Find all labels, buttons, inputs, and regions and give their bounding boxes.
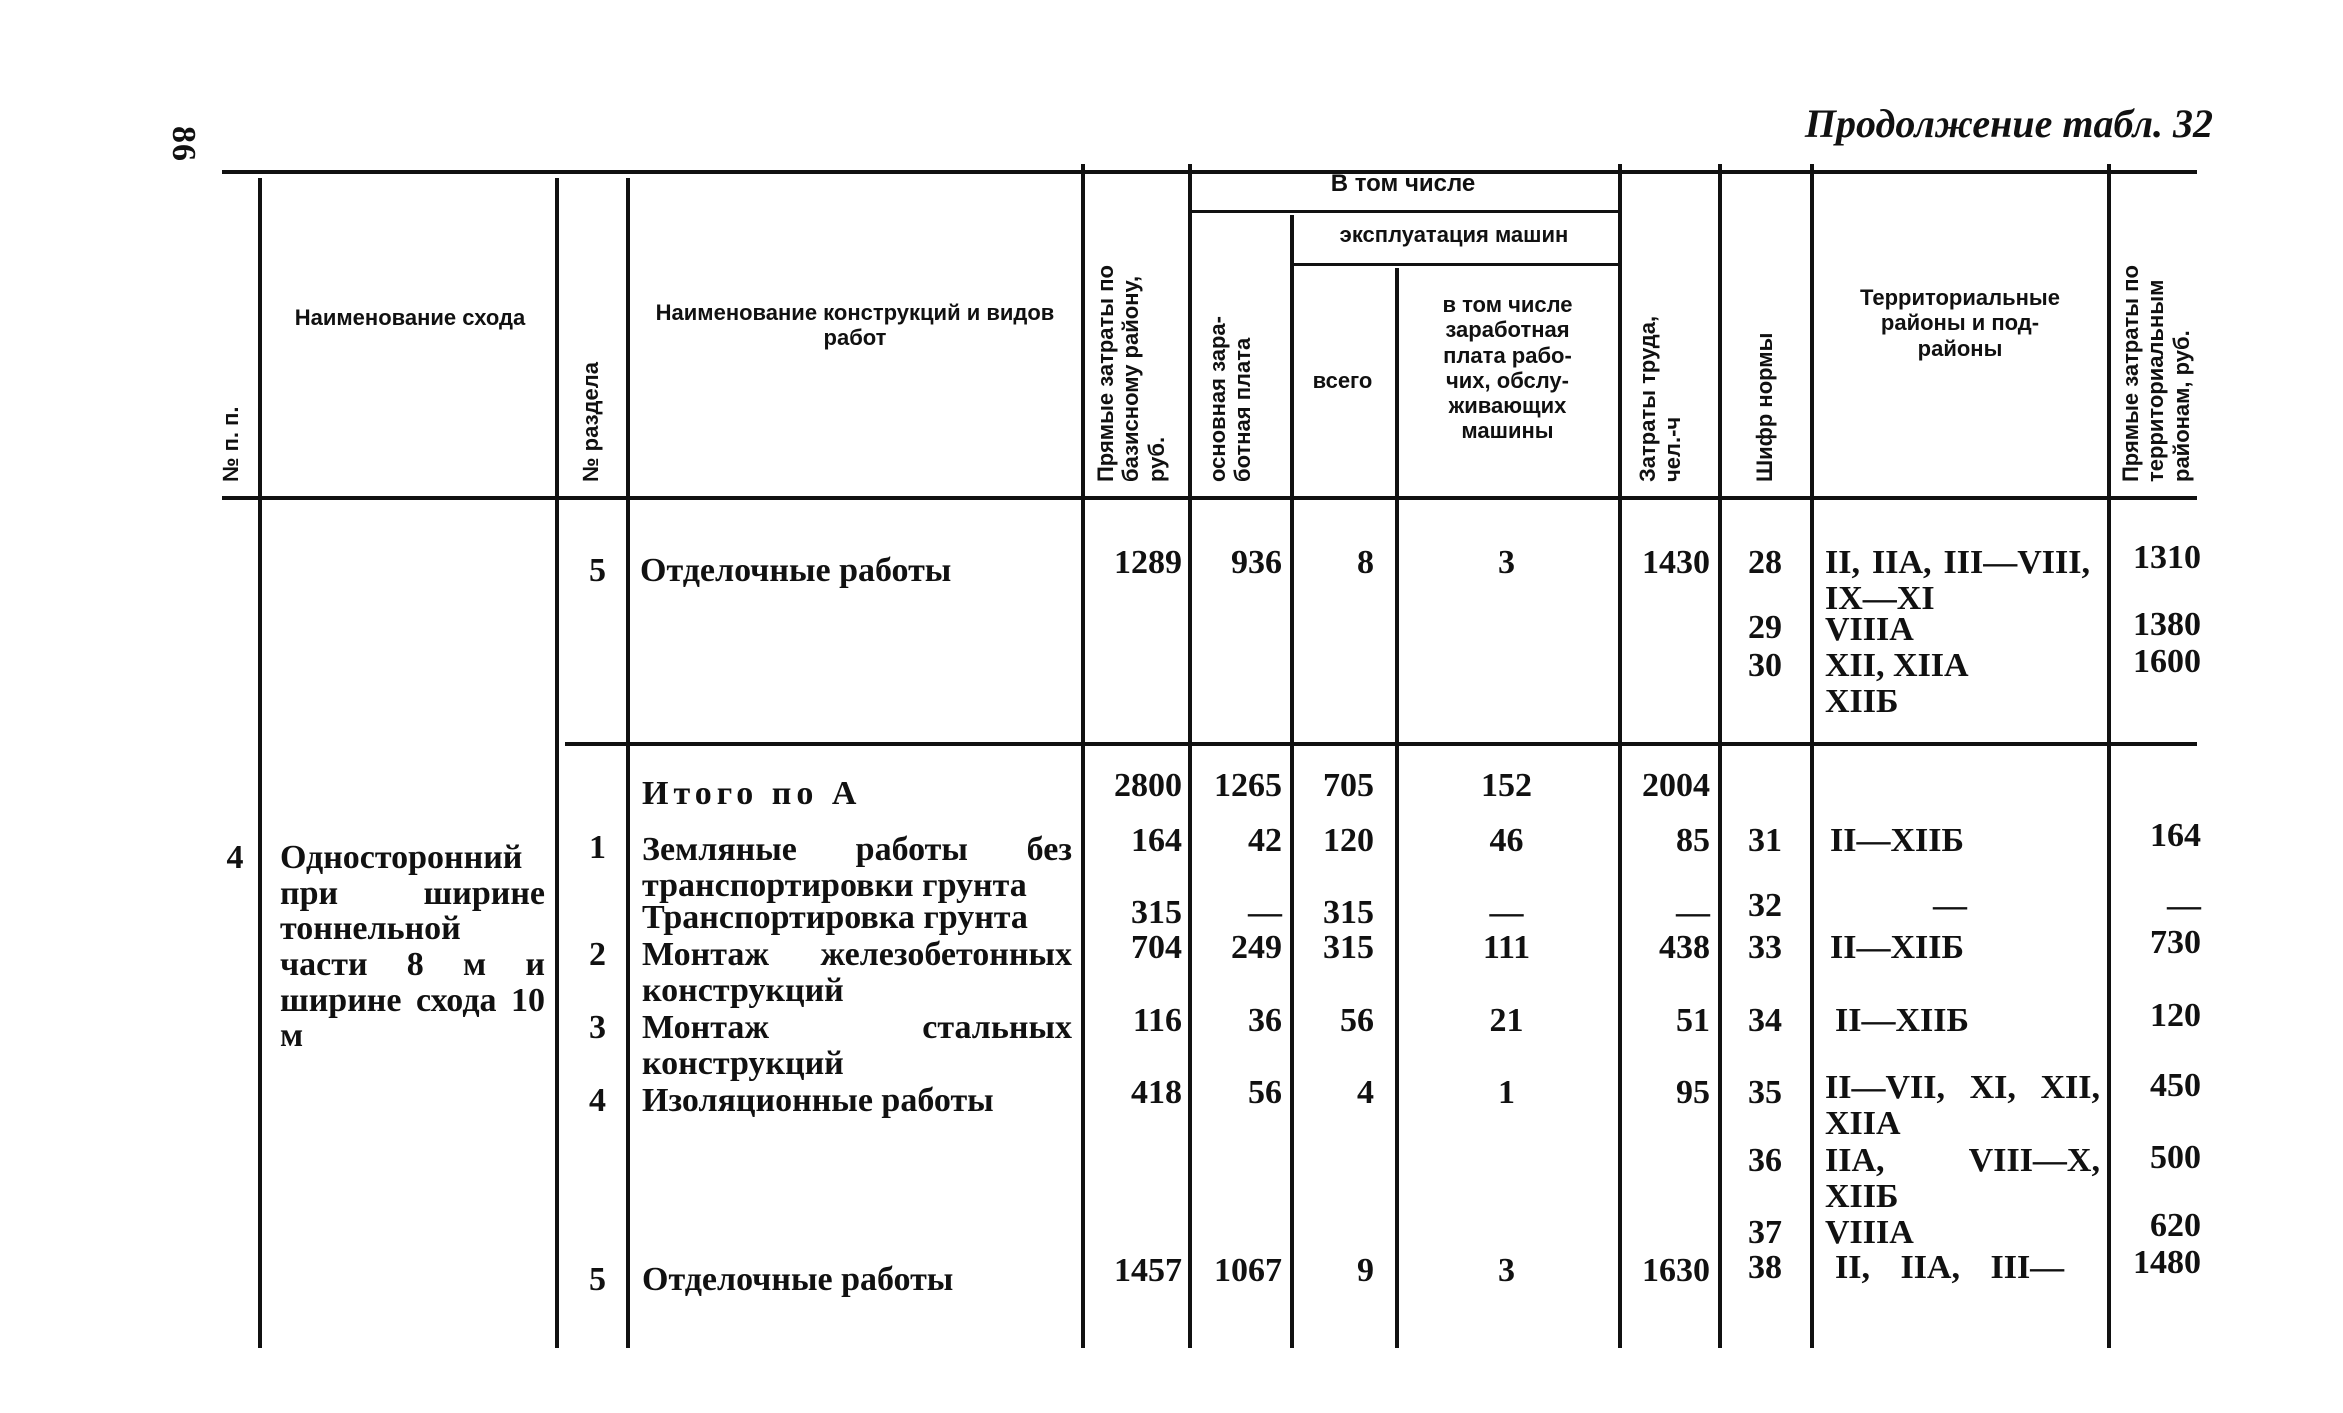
row3-work: Монтаж железобетонных конструкций xyxy=(642,936,1072,1009)
row3-mach-total: 315 xyxy=(1323,929,1374,966)
page-number: 86 xyxy=(165,126,202,162)
row5-norm: 35 xyxy=(1748,1074,1782,1111)
top-mach-wage: 3 xyxy=(1498,544,1515,581)
row3-labor: 438 xyxy=(1659,929,1710,966)
header-including: В том числе xyxy=(1330,170,1476,197)
row1-direct: 164 xyxy=(1131,822,1182,859)
row3-section: 2 xyxy=(589,936,606,973)
row3-mach-wage: 111 xyxy=(1482,929,1531,966)
col-rule-7 xyxy=(1395,268,1399,1348)
row4-direct: 116 xyxy=(1132,1002,1182,1039)
top-direct: 1289 xyxy=(1114,544,1182,581)
row4-norm: 34 xyxy=(1748,1002,1782,1039)
row6-norm: 36 xyxy=(1748,1142,1782,1179)
row3-direct: 704 xyxy=(1131,929,1182,966)
exit-name: Односторонний при ширине тоннельной части 8 м и ширине схода 10 м xyxy=(280,839,545,1055)
col-rule-3 xyxy=(626,178,630,1348)
row8-regional: 1480 xyxy=(2133,1244,2201,1281)
table-caption: Продолжение табл. 32 xyxy=(1804,101,2213,146)
row7-norm: 37 xyxy=(1748,1214,1782,1251)
row2-regional: — xyxy=(2167,887,2201,924)
row2-labor: — xyxy=(1676,894,1710,931)
row4-work: Монтаж стальных конструкций xyxy=(642,1009,1072,1082)
row1-labor: 85 xyxy=(1676,822,1710,859)
row5-regional: 450 xyxy=(2150,1067,2201,1104)
top-norm-2: 29 xyxy=(1748,609,1782,646)
top-norm-1: 28 xyxy=(1748,544,1782,581)
row1-mach-total: 120 xyxy=(1323,822,1374,859)
header-bottom-rule xyxy=(222,496,2197,500)
total-mach-wage: 152 xyxy=(1481,767,1532,804)
header-exit-name: Наименование схода xyxy=(294,305,526,330)
row4-mach-total: 56 xyxy=(1340,1002,1374,1039)
header-norm-code: Шифр нормы xyxy=(1752,332,1777,482)
top-region-1: II, IIA, III—VIII, IX—XI xyxy=(1825,544,2090,617)
row8-regions: II, IIA, III— xyxy=(1835,1249,2065,1286)
col-rule-1 xyxy=(258,178,262,1348)
row8-section: 5 xyxy=(589,1261,606,1298)
total-direct: 2800 xyxy=(1114,767,1182,804)
total-label: Итого по А xyxy=(642,775,862,812)
row1-norm: 31 xyxy=(1748,822,1782,859)
top-mach-total: 8 xyxy=(1357,544,1374,581)
row8-labor: 1630 xyxy=(1642,1252,1710,1289)
top-norm-3: 30 xyxy=(1748,647,1782,684)
row2-mach-total: 315 xyxy=(1323,894,1374,931)
row5-direct: 418 xyxy=(1131,1074,1182,1111)
top-region-3: XII, XIIA XIIБ xyxy=(1825,647,1967,720)
row5-mach-wage: 1 xyxy=(1498,1074,1515,1111)
row3-wage: 249 xyxy=(1231,929,1282,966)
col-rule-2 xyxy=(555,178,559,1348)
row5-work: Изоляционные работы xyxy=(642,1082,994,1119)
top-section: 5 xyxy=(589,552,606,589)
row3-norm: 33 xyxy=(1748,929,1782,966)
total-labor: 2004 xyxy=(1642,767,1710,804)
row1-wage: 42 xyxy=(1248,822,1282,859)
row8-norm: 38 xyxy=(1748,1249,1782,1286)
header-section: № раздела xyxy=(578,362,603,482)
col-rule-4 xyxy=(1081,164,1085,1348)
header-regions: Территориальные районы и под- районы xyxy=(1860,285,2060,361)
row8-mach-wage: 3 xyxy=(1498,1252,1515,1289)
total-wage: 1265 xyxy=(1214,767,1282,804)
top-work: Отделочные работы xyxy=(640,552,952,589)
row4-mach-wage: 21 xyxy=(1489,1002,1524,1039)
col-rule-8 xyxy=(1618,164,1622,1348)
row8-mach-total: 9 xyxy=(1357,1252,1374,1289)
top-region-2: VIIIA xyxy=(1825,611,1914,648)
row8-work: Отделочные работы xyxy=(642,1261,954,1298)
row1-section: 1 xyxy=(589,829,606,866)
top-wage: 936 xyxy=(1231,544,1282,581)
row1-regional: 164 xyxy=(2150,817,2201,854)
row7-regions: VIIIA xyxy=(1825,1214,1914,1251)
row4-labor: 51 xyxy=(1676,1002,1710,1039)
row1-work: Земляные работы без транспортировки грунта xyxy=(642,831,1072,904)
row4-wage: 36 xyxy=(1248,1002,1282,1039)
col-rule-5 xyxy=(1188,164,1192,1348)
header-direct-regional: Прямые затраты по территориальным районам, руб. xyxy=(2118,265,2194,482)
row6-regional: 500 xyxy=(2150,1139,2201,1176)
row6-regions: IIA, VIII—X, XIIБ xyxy=(1825,1142,2100,1215)
machines-rule xyxy=(1290,263,1618,266)
row1-regions: II—XIIБ xyxy=(1830,822,1964,859)
row4-regions: II—XIIБ xyxy=(1835,1002,1969,1039)
exit-number: 4 xyxy=(226,839,244,876)
top-regional-3: 1600 xyxy=(2133,643,2201,680)
row1-mach-wage: 46 xyxy=(1489,822,1524,859)
row5-mach-total: 4 xyxy=(1357,1074,1374,1111)
row5-section: 4 xyxy=(589,1082,606,1119)
row8-wage: 1067 xyxy=(1214,1252,1282,1289)
row5-wage: 56 xyxy=(1248,1074,1282,1111)
row5-labor: 95 xyxy=(1676,1074,1710,1111)
row2-work: Транспортировка грунта xyxy=(642,899,1028,936)
row2-wage: — xyxy=(1248,894,1282,931)
header-labor: Затраты труда, чел.-ч xyxy=(1635,315,1686,482)
row2-norm: 32 xyxy=(1748,887,1782,924)
row2-direct: 315 xyxy=(1131,894,1182,931)
including-rule xyxy=(1188,210,1618,213)
header-work-name: Наименование конструкций и видов работ xyxy=(655,300,1055,351)
total-mach-total: 705 xyxy=(1323,767,1374,804)
header-mach-total: всего xyxy=(1312,368,1373,393)
top-labor: 1430 xyxy=(1642,544,1710,581)
header-base-wage: основная зара- ботная плата xyxy=(1205,316,1256,482)
col-rule-10 xyxy=(1810,164,1814,1348)
row4-regional: 120 xyxy=(2150,997,2201,1034)
header-machines: эксплуатация машин xyxy=(1339,222,1569,247)
row2-mach-wage: — xyxy=(1489,894,1524,931)
row5-regions: II—VII, XI, XII, XIIA xyxy=(1825,1069,2100,1142)
row3-regional: 730 xyxy=(2150,924,2201,961)
row3-regions: II—XIIБ xyxy=(1830,929,1964,966)
row2-regions: — xyxy=(1933,887,1967,924)
header-direct-costs: Прямые затраты по базисному району, руб. xyxy=(1093,265,1169,482)
header-npp: № п. п. xyxy=(218,406,243,482)
block-separator-rule xyxy=(565,742,2197,746)
row7-regional: 620 xyxy=(2150,1207,2201,1244)
row8-direct: 1457 xyxy=(1114,1252,1182,1289)
header-incl-wage: в том числе заработная плата рабо- чих, обслу- живающих машины xyxy=(1442,292,1573,444)
row4-section: 3 xyxy=(589,1009,606,1046)
top-regional-1: 1310 xyxy=(2133,539,2201,576)
top-regional-2: 1380 xyxy=(2133,606,2201,643)
